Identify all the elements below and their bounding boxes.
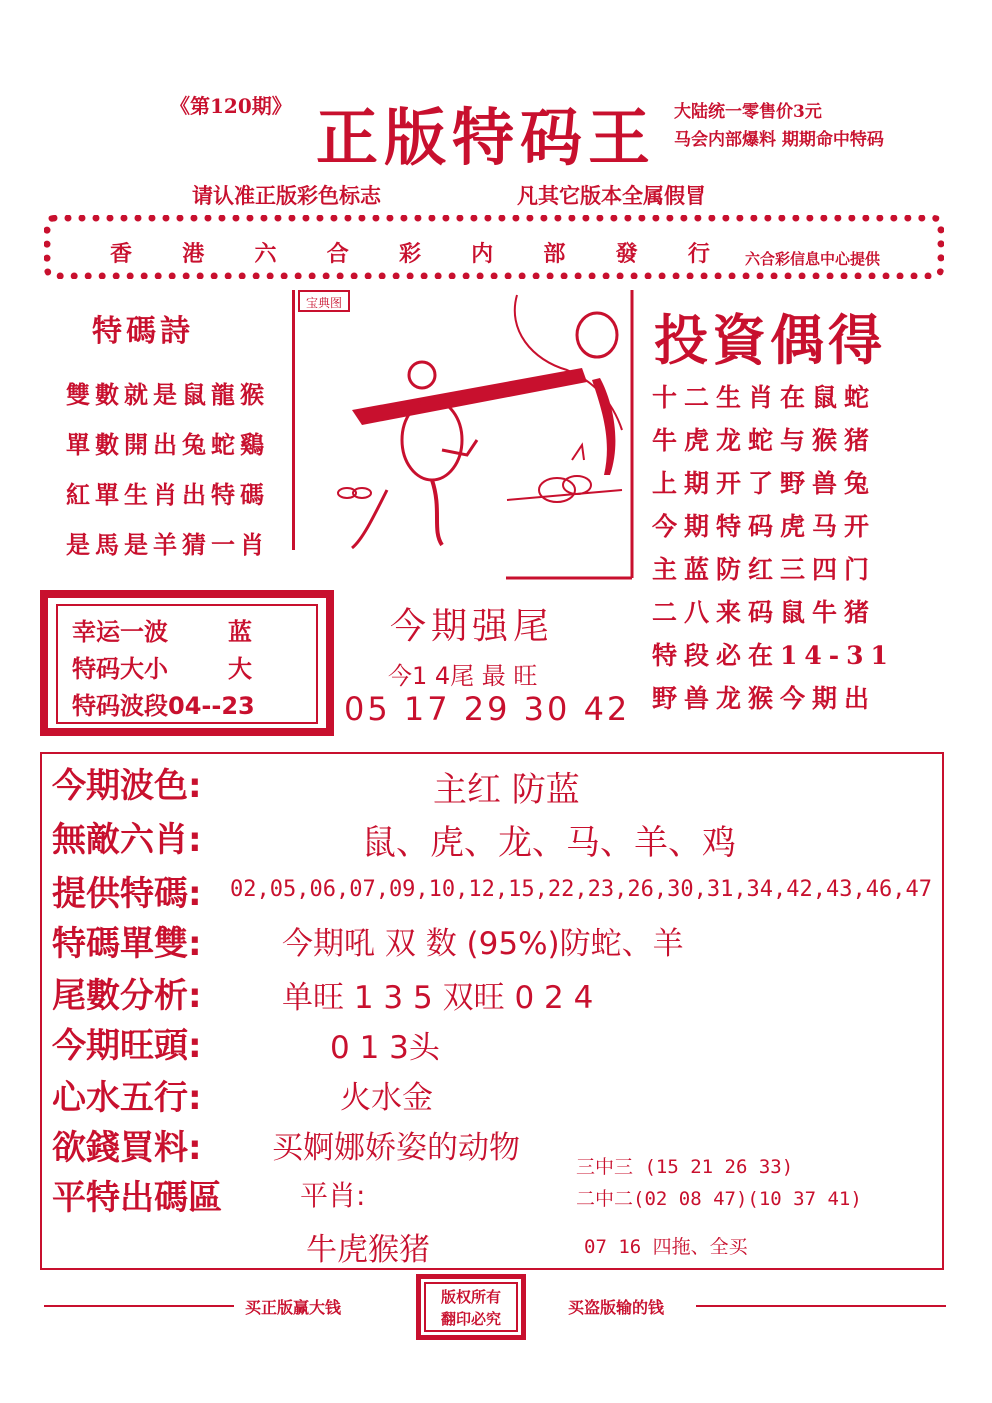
- element-label: 心水五行:: [52, 1078, 202, 1118]
- wave-label: 幸运一波: [72, 618, 168, 646]
- invest-line: 野兽龙猴今期出: [652, 684, 877, 713]
- flat-label: 平特出碼區: [52, 1178, 222, 1218]
- copyright-line: 版权所有: [440, 1288, 501, 1306]
- poem-line: 單數開出兔蛇鷄: [66, 430, 269, 459]
- flat-value: 牛虎猴猪: [306, 1232, 430, 1268]
- banner-char: 部: [543, 241, 566, 267]
- strong-tail-sub: 今1 4尾 最 旺: [388, 662, 538, 690]
- poem-line: 是馬是羊猜一肖: [66, 530, 269, 559]
- page-title: 正版特码王: [316, 101, 657, 174]
- lucky-box-text: [72, 614, 255, 725]
- poem-title: 特碼詩: [92, 314, 194, 349]
- footer-left-text: 买正版赢大钱: [245, 1298, 342, 1317]
- footer-line-right: [696, 1305, 946, 1307]
- invest-line: 十二生肖在鼠蛇: [652, 383, 877, 412]
- tail-label: 尾數分析:: [52, 976, 202, 1016]
- odd-even-value: 今期吼 双 数 (95%)防蛇、羊: [282, 926, 684, 962]
- banner-char: 香: [110, 241, 133, 267]
- banner-char: 彩: [398, 241, 421, 267]
- poem-line: 雙數就是鼠龍猴: [66, 380, 269, 409]
- copyright-line: 翻印必究: [440, 1310, 501, 1328]
- invest-lines: [652, 376, 895, 720]
- flat-sub: 平肖:: [300, 1179, 366, 1212]
- invest-line: 特段必在14-31: [652, 641, 895, 670]
- buy-value: 买婀娜娇姿的动物: [272, 1130, 520, 1166]
- band-label: 特码波段: [72, 692, 168, 720]
- wave-value: 蓝: [228, 618, 252, 646]
- invest-title: 投資偶得: [654, 309, 886, 372]
- footer-line-left: [44, 1305, 234, 1307]
- copyright-box: [424, 1282, 518, 1332]
- strong-tail-title: 今期强尾: [390, 606, 555, 647]
- san-zhong-san: 三中三 (15 21 26 33): [576, 1156, 794, 1178]
- invest-line: 主蓝防红三四门: [652, 555, 877, 584]
- codes-label: 提供特碼:: [52, 874, 202, 914]
- issue-number: 《第120期》: [170, 94, 292, 118]
- invest-line: 上期开了野兽兔: [652, 469, 877, 498]
- banner-char: 發: [615, 241, 638, 267]
- banner-char: 六: [254, 241, 277, 267]
- odd-even-label: 特碼單雙:: [52, 924, 202, 964]
- head-value: 0 1 3头: [330, 1030, 440, 1066]
- size-label: 特码大小: [72, 655, 168, 683]
- poem-line: 紅單生肖出特碼: [66, 480, 269, 509]
- tail-value: 单旺 1 3 5 双旺 0 2 4: [282, 980, 594, 1016]
- size-value: 大: [228, 655, 252, 683]
- invest-line: 二八来码鼠牛猪: [652, 598, 877, 627]
- illustration-stamp: 宝典图: [298, 290, 350, 312]
- buy-label: 欲錢買料:: [52, 1128, 202, 1168]
- six-zodiac-label: 無敵六肖:: [52, 820, 202, 860]
- si-tuo: 07 16 四拖、全买: [584, 1236, 748, 1258]
- footer-right-text: 买盗版输的钱: [568, 1298, 665, 1317]
- banner-char: 合: [326, 241, 349, 267]
- notice-left: 请认准正版彩色标志: [192, 184, 381, 208]
- codes-value: 02,05,06,07,09,10,12,15,22,23,26,30,31,34,42,43,46,47: [230, 877, 932, 902]
- strong-tail-numbers: 05 17 29 30 42: [344, 690, 631, 728]
- monkey-illustration: [292, 290, 636, 580]
- slogan-line: 马会内部爆料 期期命中特码: [674, 130, 884, 150]
- er-zhong-er: 二中二(02 08 47)(10 37 41): [576, 1188, 862, 1210]
- notice-right: 凡其它版本全属假冒: [517, 184, 706, 208]
- banner-text: [110, 237, 710, 268]
- banner-provider: 六合彩信息中心提供: [745, 250, 881, 268]
- color-label: 今期波色:: [52, 766, 202, 806]
- header-right-info: [674, 98, 884, 154]
- band-value: 04--23: [168, 692, 255, 720]
- color-value: 主红 防蓝: [433, 770, 580, 810]
- banner-char: 港: [182, 241, 205, 267]
- banner-char: 内: [471, 241, 494, 267]
- head-label: 今期旺頭:: [52, 1026, 202, 1066]
- element-value: 火水金: [340, 1080, 433, 1116]
- six-zodiac-value: 鼠、虎、龙、马、羊、鸡: [362, 823, 736, 863]
- price-line: 大陆统一零售价3元: [674, 102, 822, 122]
- invest-line: 今期特码虎马开: [652, 512, 877, 541]
- invest-line: 牛虎龙蛇与猴猪: [652, 426, 877, 455]
- poem-lines: [66, 370, 269, 570]
- banner-char: 行: [687, 241, 710, 267]
